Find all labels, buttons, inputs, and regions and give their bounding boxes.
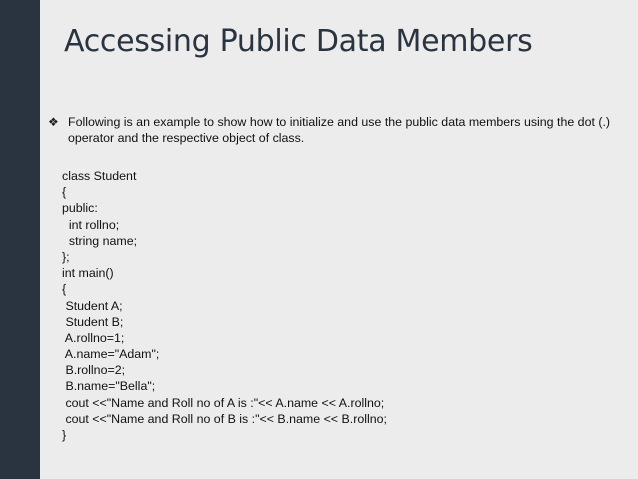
code-line-3: public: (62, 201, 98, 216)
code-line-2: { (62, 185, 67, 200)
code-line-7: int main() (62, 266, 114, 281)
code-line-14: B.name="Bella"; (62, 379, 156, 394)
code-line-5: string name; (62, 233, 138, 248)
code-line-11: A.rollno=1; (62, 330, 125, 345)
code-line-10: Student B; (62, 314, 124, 329)
diamond-bullet-icon: ❖ (48, 115, 59, 129)
code-line-6: }; (62, 249, 70, 264)
code-line-13: B.rollno=2; (62, 363, 126, 378)
code-line-9: Student A; (62, 298, 123, 313)
code-line-4: int rollno; (62, 217, 120, 232)
code-line-16: cout <<"Name and Roll no of B is :"<< B.name << B.rollno; (62, 411, 387, 426)
left-accent-bar (0, 0, 40, 479)
code-line-15: cout <<"Name and Roll no of A is :"<< A.name << A.rollno; (62, 395, 385, 410)
bullet-item (48, 114, 618, 146)
bullet-text: Following is an example to show how to initialize and use the public data members using the dot (.) operator and the respective object of class. (68, 115, 611, 145)
code-line-12: A.name="Adam"; (62, 347, 160, 362)
code-line-8: { (62, 282, 67, 297)
slide-title: Accessing Public Data Members (64, 24, 533, 59)
code-line-1: class Student (62, 169, 137, 183)
code-block (62, 168, 602, 443)
code-line-17: } (62, 428, 67, 442)
